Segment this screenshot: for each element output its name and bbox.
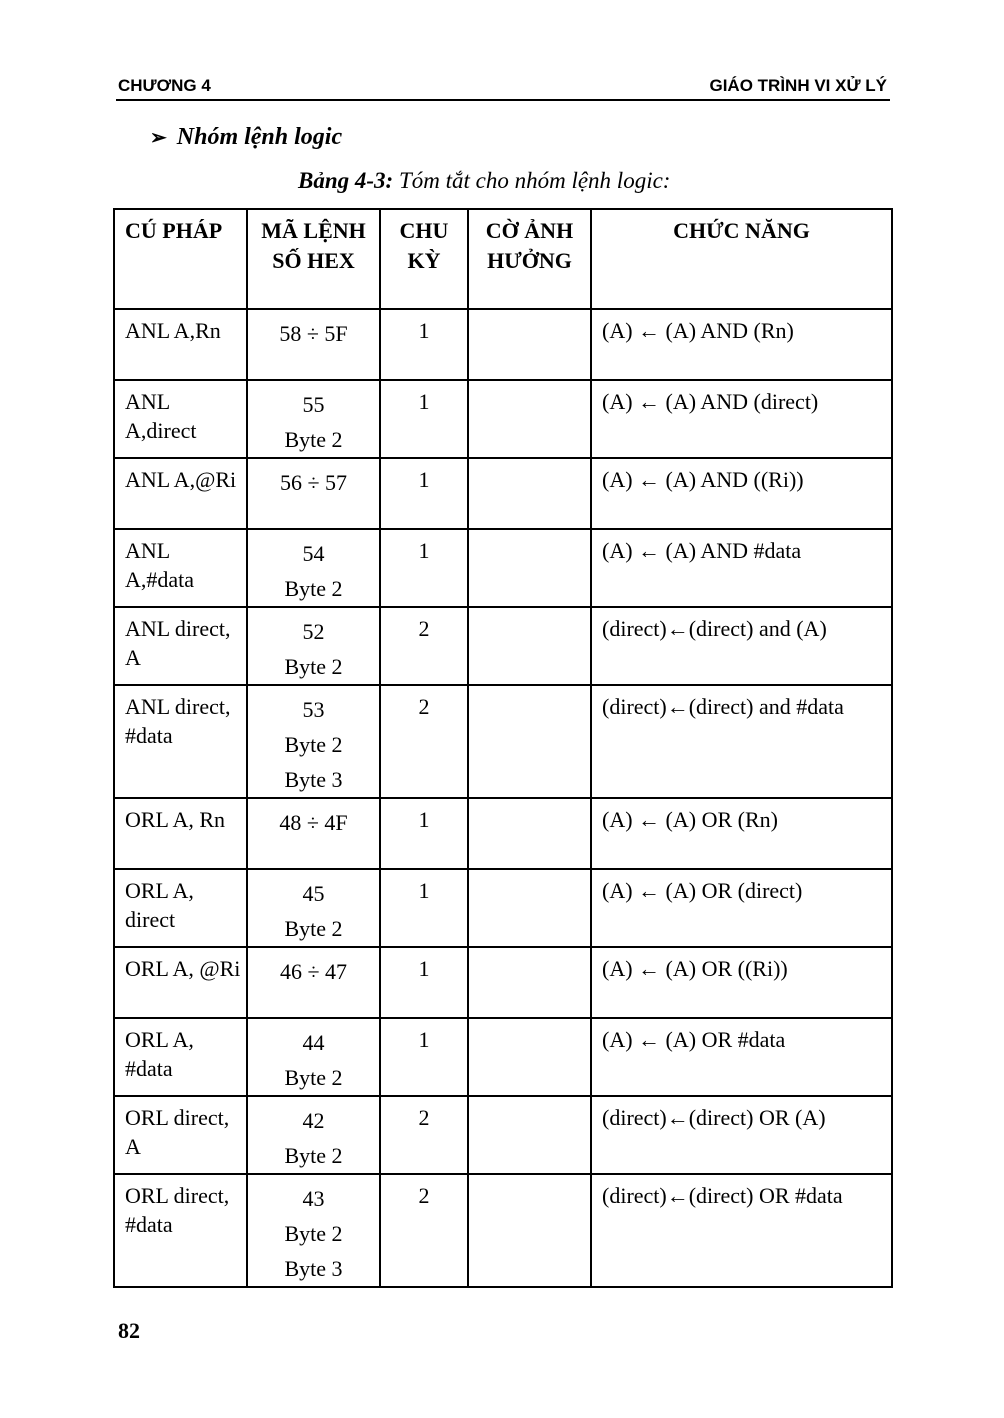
header-hex: MÃ LỆNH SỐ HEX	[247, 209, 380, 309]
cell-flags	[468, 529, 591, 607]
running-header	[116, 72, 889, 98]
cell-syntax: ORL A, direct	[114, 869, 247, 947]
cell-function: (A) ← (A) OR #data	[591, 1018, 892, 1096]
cell-flags	[468, 869, 591, 947]
cell-function: (A) ← (A) AND #data	[591, 529, 892, 607]
hex-line: 46 ÷ 47	[279, 959, 348, 984]
cell-flags	[468, 947, 591, 1018]
cell-flags	[468, 798, 591, 869]
chapter-label: CHƯƠNG 4	[118, 76, 211, 95]
hex-line: Byte 2	[284, 427, 343, 452]
cell-cycles: 2	[380, 607, 468, 685]
hex-line: Byte 2	[284, 732, 343, 757]
hex-line: 43	[302, 1186, 325, 1211]
hex-line: Byte 2	[284, 916, 343, 941]
cell-function: (direct)←(direct) OR #data	[591, 1174, 892, 1287]
hex-line: 55	[302, 392, 325, 417]
hex-line: 45	[302, 881, 325, 906]
cell-hex	[247, 869, 380, 947]
table-row	[114, 309, 892, 380]
cell-cycles: 1	[380, 869, 468, 947]
hex-line: Byte 3	[284, 1256, 343, 1281]
hex-line: Byte 2	[284, 654, 343, 679]
cell-syntax: ANL A,#data	[114, 529, 247, 607]
cell-syntax: ORL A, @Ri	[114, 947, 247, 1018]
hex-line: 52	[302, 619, 325, 644]
table-caption	[298, 168, 670, 194]
caption-label: Bảng 4-3:	[298, 168, 394, 193]
cell-cycles: 1	[380, 380, 468, 458]
cell-cycles: 1	[380, 458, 468, 529]
table-row	[114, 529, 892, 607]
table-row	[114, 869, 892, 947]
hex-line: 42	[302, 1108, 325, 1133]
cell-hex	[247, 309, 380, 380]
table-row	[114, 685, 892, 798]
cell-syntax: ANL A,@Ri	[114, 458, 247, 529]
cell-cycles: 1	[380, 798, 468, 869]
header-flags: CỜ ẢNH HƯỞNG	[468, 209, 591, 309]
cell-syntax: ORL direct, #data	[114, 1174, 247, 1287]
table-row	[114, 947, 892, 1018]
cell-function: (A) ← (A) OR (Rn)	[591, 798, 892, 869]
table-row	[114, 380, 892, 458]
hex-line: 58 ÷ 5F	[279, 321, 348, 346]
cell-syntax: ORL A, Rn	[114, 798, 247, 869]
cell-hex	[247, 1018, 380, 1096]
table-row	[114, 607, 892, 685]
page-number: 82	[118, 1318, 140, 1343]
cell-flags	[468, 1174, 591, 1287]
cell-syntax: ANL direct, #data	[114, 685, 247, 798]
cell-syntax: ANL direct, A	[114, 607, 247, 685]
cell-flags	[468, 1096, 591, 1174]
table-row	[114, 458, 892, 529]
section-heading	[150, 124, 342, 151]
cell-flags	[468, 309, 591, 380]
cell-syntax: ANL A,Rn	[114, 309, 247, 380]
cell-syntax: ORL A, #data	[114, 1018, 247, 1096]
cell-hex	[247, 607, 380, 685]
book-title: GIÁO TRÌNH VI XỬ LÝ	[709, 76, 887, 95]
cell-cycles: 1	[380, 309, 468, 380]
table-row	[114, 1018, 892, 1096]
table-header-row	[114, 209, 892, 309]
cell-flags	[468, 380, 591, 458]
cell-function: (A) ← (A) OR (direct)	[591, 869, 892, 947]
cell-cycles: 2	[380, 1174, 468, 1287]
cell-syntax: ORL direct, A	[114, 1096, 247, 1174]
cell-flags	[468, 1018, 591, 1096]
cell-flags	[468, 685, 591, 798]
hex-line: Byte 2	[284, 1065, 343, 1090]
cell-hex	[247, 685, 380, 798]
cell-hex	[247, 947, 380, 1018]
cell-function: (direct)←(direct) and #data	[591, 685, 892, 798]
header-divider	[116, 99, 890, 101]
hex-line: 54	[302, 541, 325, 566]
section-title-text: Nhóm lệnh logic	[176, 124, 343, 150]
cell-hex	[247, 1174, 380, 1287]
cell-function: (A) ← (A) OR ((Ri))	[591, 947, 892, 1018]
arrow-bullet-icon: ➢	[150, 127, 167, 149]
cell-cycles: 1	[380, 1018, 468, 1096]
cell-cycles: 2	[380, 685, 468, 798]
cell-hex	[247, 1096, 380, 1174]
cell-function: (A) ← (A) AND (direct)	[591, 380, 892, 458]
table-row	[114, 1174, 892, 1287]
hex-line: Byte 2	[284, 1221, 343, 1246]
cell-cycles: 1	[380, 529, 468, 607]
hex-line: Byte 2	[284, 1143, 343, 1168]
table-body	[114, 309, 892, 1287]
cell-function: (direct)←(direct) and (A)	[591, 607, 892, 685]
hex-line: Byte 3	[284, 767, 343, 792]
cell-flags	[468, 607, 591, 685]
table-row	[114, 798, 892, 869]
caption-text: Tóm tắt cho nhóm lệnh logic:	[393, 168, 671, 193]
cell-function: (direct)←(direct) OR (A)	[591, 1096, 892, 1174]
cell-function: (A) ← (A) AND (Rn)	[591, 309, 892, 380]
hex-line: 48 ÷ 4F	[279, 810, 348, 835]
header-function: CHỨC NĂNG	[591, 209, 892, 309]
hex-line: Byte 2	[284, 576, 343, 601]
logic-instruction-table	[113, 208, 893, 1288]
cell-hex	[247, 458, 380, 529]
cell-hex	[247, 529, 380, 607]
hex-line: 44	[302, 1030, 325, 1055]
hex-line: 56 ÷ 57	[279, 470, 348, 495]
cell-hex	[247, 380, 380, 458]
header-cycles: CHU KỲ	[380, 209, 468, 309]
table-row	[114, 1096, 892, 1174]
cell-hex	[247, 798, 380, 869]
cell-syntax: ANL A,direct	[114, 380, 247, 458]
hex-line: 53	[302, 697, 325, 722]
cell-flags	[468, 458, 591, 529]
header-syntax: CÚ PHÁP	[114, 209, 247, 309]
cell-function: (A) ← (A) AND ((Ri))	[591, 458, 892, 529]
cell-cycles: 1	[380, 947, 468, 1018]
cell-cycles: 2	[380, 1096, 468, 1174]
